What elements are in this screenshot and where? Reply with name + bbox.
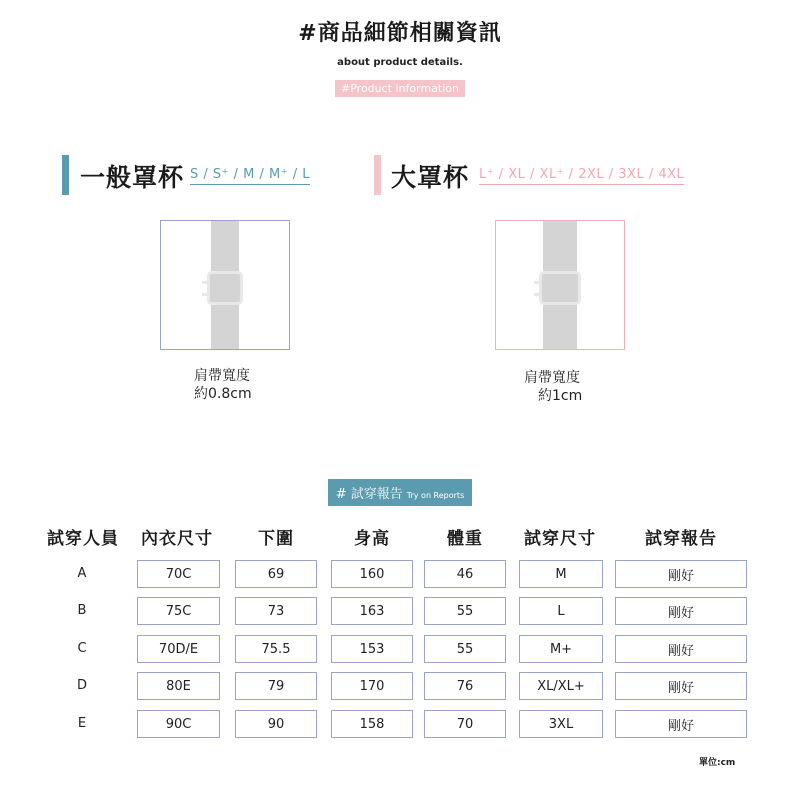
table-cell-under: 69	[235, 560, 317, 588]
report-tag-wrap	[0, 479, 800, 506]
col-header-bra-size: 內衣尺寸	[141, 529, 213, 549]
regular-strap-image	[160, 220, 290, 350]
table-cell-weight: 46	[424, 560, 506, 588]
table-cell-size: 3XL	[519, 710, 603, 738]
table-cell-size: L	[519, 597, 603, 625]
table-cell-bra: 90C	[137, 710, 220, 738]
row-person-label: B	[77, 603, 87, 618]
table-cell-under: 75.5	[235, 635, 317, 663]
table-cell-under: 79	[235, 672, 317, 700]
col-header-underbust: 下圍	[258, 529, 294, 549]
large-strap-caption-2: 約1cm	[538, 388, 583, 404]
unit-note: 單位:cm	[699, 758, 736, 768]
table-cell-bra: 70C	[137, 560, 220, 588]
product-info-tag-wrap	[0, 77, 800, 97]
strap-buckle	[539, 271, 581, 305]
table-cell-result: 剛好	[615, 672, 747, 700]
table-cell-size: M	[519, 560, 603, 588]
row-person-label: E	[77, 716, 87, 731]
table-cell-bra: 70D/E	[137, 635, 220, 663]
regular-strap-caption-2: 約0.8cm	[194, 386, 252, 402]
page-title: #商品細節相關資訊	[298, 21, 502, 46]
large-cup-accent-bar	[374, 155, 381, 195]
table-cell-size: M+	[519, 635, 603, 663]
regular-cup-title: 一般罩杯	[80, 163, 185, 192]
col-header-result: 試穿報告	[645, 529, 717, 549]
col-header-tried-size: 試穿尺寸	[524, 529, 596, 549]
large-strap-image	[495, 220, 625, 350]
product-info-tag: #Product information	[335, 80, 465, 97]
row-person-label: D	[76, 678, 87, 693]
table-cell-result: 剛好	[615, 635, 747, 663]
table-cell-bra: 80E	[137, 672, 220, 700]
strap-buckle	[207, 271, 243, 305]
table-cell-result: 剛好	[615, 710, 747, 738]
row-person-label: C	[77, 641, 87, 656]
table-cell-under: 90	[235, 710, 317, 738]
large-strap-caption-1: 肩帶寬度	[524, 370, 580, 386]
table-cell-result: 剛好	[615, 597, 747, 625]
col-header-height: 身高	[354, 529, 390, 549]
table-cell-weight: 55	[424, 635, 506, 663]
table-cell-weight: 70	[424, 710, 506, 738]
col-header-weight: 體重	[447, 529, 483, 549]
table-cell-height: 160	[331, 560, 413, 588]
regular-cup-sizes: S / S⁺ / M / M⁺ / L	[190, 167, 310, 185]
row-person-label: A	[77, 566, 87, 581]
col-header-person: 試穿人員	[47, 529, 119, 549]
table-cell-under: 73	[235, 597, 317, 625]
report-tag-label: # 試穿報告	[335, 487, 403, 502]
table-cell-height: 153	[331, 635, 413, 663]
table-cell-weight: 76	[424, 672, 506, 700]
table-cell-height: 158	[331, 710, 413, 738]
large-cup-sizes: L⁺ / XL / XL⁺ / 2XL / 3XL / 4XL	[479, 167, 684, 185]
table-cell-size: XL/XL+	[519, 672, 603, 700]
report-tag	[328, 479, 473, 506]
large-cup-title: 大罩杯	[391, 163, 470, 192]
table-cell-height: 163	[331, 597, 413, 625]
report-tag-en: Try on Reports	[406, 491, 465, 500]
table-cell-result: 剛好	[615, 560, 747, 588]
regular-cup-accent-bar	[62, 155, 69, 195]
table-cell-weight: 55	[424, 597, 506, 625]
regular-strap-caption-1: 肩帶寬度	[194, 368, 250, 384]
table-cell-bra: 75C	[137, 597, 220, 625]
page-subtitle: about product details.	[337, 57, 463, 68]
table-cell-height: 170	[331, 672, 413, 700]
